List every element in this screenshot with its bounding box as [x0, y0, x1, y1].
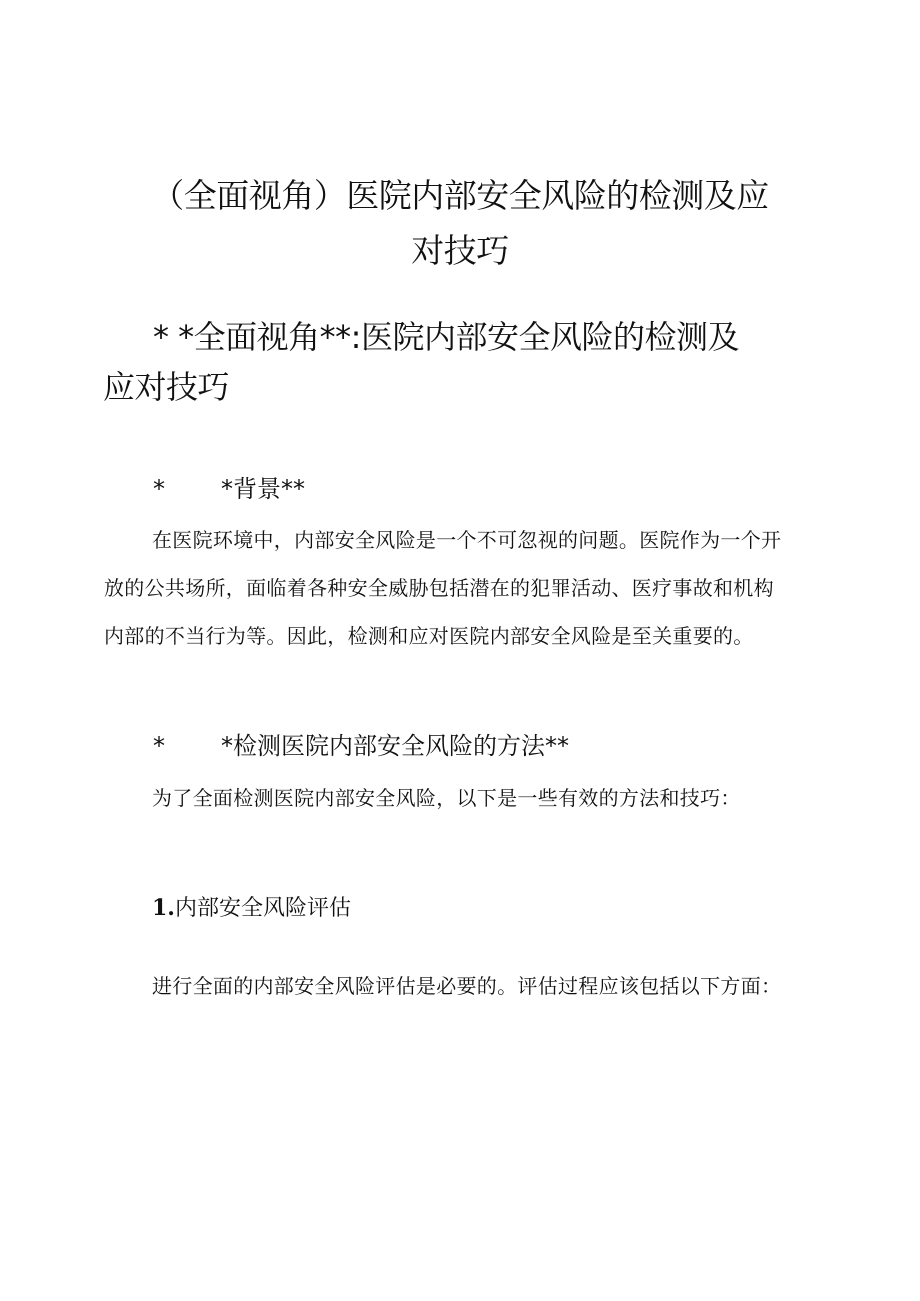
methods-paragraph: 为了全面检测医院内部安全风险，以下是一些有效的方法和技巧： — [152, 786, 741, 810]
section-heading-methods — [153, 731, 569, 761]
title-line-2: 对技巧 — [411, 231, 509, 270]
heading-text: *背景** — [221, 475, 305, 503]
subtitle-line-1: * *全面视角**:医院内部安全风险的检测及 — [153, 318, 739, 356]
heading-bullet: * — [153, 732, 165, 760]
heading-bullet: * — [153, 475, 165, 503]
subsection-paragraph: 进行全面的内部安全风险评估是必要的。评估过程应该包括以下方面： — [152, 974, 782, 998]
background-paragraph-line-1: 在医院环境中，内部安全风险是一个不可忽视的问题。医院作为一个开 — [152, 528, 782, 552]
subsection-heading — [152, 893, 351, 924]
subsection-label: 内部安全风险评估 — [174, 896, 351, 921]
document-title — [110, 168, 810, 278]
heading-text: *检测医院内部安全风险的方法** — [221, 732, 569, 760]
background-paragraph-line-2: 放的公共场所，面临着各种安全威胁包括潜在的犯罪活动、医疗事故和机构 — [104, 576, 774, 600]
section-heading-background — [153, 474, 305, 504]
background-paragraph-line-3: 内部的不当行为等。因此，检测和应对医院内部安全风险是至关重要的。 — [104, 624, 754, 648]
subtitle-line-2: 应对技巧 — [103, 368, 230, 406]
subsection-number: 1. — [152, 895, 175, 921]
title-line-1: （全面视角）医院内部安全风险的检测及应 — [151, 176, 769, 215]
document-subtitle — [103, 312, 833, 412]
